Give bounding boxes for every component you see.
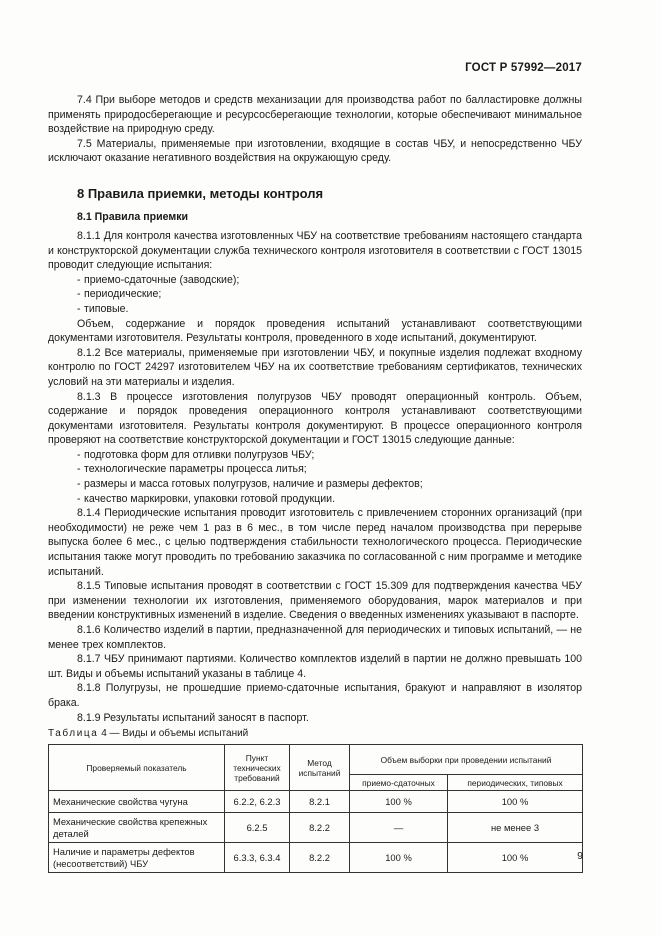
section-title: 8 Правила приемки, методы контроля — [77, 185, 324, 201]
paragraph-8-1-2: 8.1.2 Все материалы, применяемые при изготовлении ЧБУ, и покупные изделия подлежат входному контролю по ГОСТ 24297 изготовителем ЧБУ на их соответствие требованиям сертификатов, технических условий на эти материалы и изделия. — [48, 346, 582, 388]
cell-method: 8.2.2 — [290, 813, 350, 843]
list-item: - периодические; — [48, 287, 582, 302]
paragraph-8-1-5: 8.1.5 Типовые испытания проводят в соответствии с ГОСТ 15.309 для подтверждения качества ЧБУ при изменении технологии их изготовления, применяемого оборудования, марок материалов и при введении конструктивных изменений в изделие. Сведения о введенных изменениях указывают в паспорте. — [48, 580, 582, 622]
cell-acceptance: 100 % — [350, 843, 448, 873]
paragraph-7-4: 7.4 При выборе методов и средств механизации для производства работ по балластировке должны применять природосберегающие и ресурсосберегающие технологии, которые обеспечивают минимальное воздействие на природную среду. — [48, 94, 582, 136]
header-volume: Объем выборки при проведении испытаний — [350, 745, 583, 775]
paragraph-7-5: 7.5 Материалы, применяемые при изготовлении, входящие в состав ЧБУ, и непосредственно ЧБУ исключают оказание негативного воздействия на окружающую среду. — [48, 137, 582, 165]
list-item: - приемо-сдаточные (заводские); — [48, 273, 582, 288]
header-clause: Пункт технических требований — [225, 745, 290, 791]
document-id: ГОСТ Р 57992—2017 — [465, 62, 582, 74]
paragraph-8-1-8: 8.1.8 Полугрузы, не прошедшие приемо-сдаточные испытания, бракуют и направляют в изолятор брака. — [48, 682, 582, 709]
cell-acceptance: — — [350, 813, 448, 843]
list-item: - типовые. — [48, 302, 582, 317]
table-row — [49, 791, 583, 813]
cell-clause: 6.3.3, 6.3.4 — [225, 843, 290, 873]
cell-indicator: Механические свойства чугуна — [49, 791, 225, 813]
header-indicator: Проверяемый показатель — [49, 745, 225, 791]
paragraph-8-1-1: 8.1.1 Для контроля качества изготовленных ЧБУ на соответствие требованиям настоящего стандарта и конструкторской документации служба технического контроля изготовителя в соответствии с ГОСТ 13015 проводит следующие испытания: — [48, 229, 582, 272]
page-number: 9 — [577, 850, 583, 862]
paragraph-8-1-7: 8.1.7 ЧБУ принимают партиями. Количество комплектов изделий в партии не должно превышать 100 шт. Виды и объемы испытаний указаны в таблице 4. — [48, 653, 582, 680]
header-periodic: периодических, типовых — [448, 775, 583, 791]
cell-indicator: Механические свойства крепежных деталей — [49, 813, 225, 843]
cell-acceptance: 100 % — [350, 791, 448, 813]
list-item: - размеры и масса готовых полугрузов, наличие и размеры дефектов; — [48, 477, 582, 492]
paragraph-8-1-9: 8.1.9 Результаты испытаний заносят в паспорт. — [77, 711, 309, 724]
table-caption-text: 4 — Виды и объемы испытаний — [98, 728, 249, 740]
cell-clause: 6.2.2, 6.2.3 — [225, 791, 290, 813]
cell-periodic: не менее 3 — [448, 813, 583, 843]
cell-method: 8.2.2 — [290, 843, 350, 873]
paragraph-8-1-6: 8.1.6 Количество изделий в партии, предназначенной для периодических и типовых испытаний, — не менее трех комплектов. — [48, 624, 582, 651]
table-caption-word: Таблица — [48, 728, 99, 740]
cell-periodic: 100 % — [448, 791, 583, 813]
cell-periodic: 100 % — [448, 843, 583, 873]
list-item: - качество маркировки, упаковки готовой продукции. — [48, 492, 582, 507]
paragraph-8-1-4: 8.1.4 Периодические испытания проводит изготовитель с привлечением сторонних организаций (при необходимости) не реже чем 1 раз в 6 мес., в том числе перед началом производства при перерыве выпуска более 6 мес., с целью подтверждения стабильности технологического процесса. Периодические испытания также могут проводить по требованию заказчика по согласованной с ним программе и методике испытаний. — [48, 507, 582, 578]
paragraph-8-1-3: 8.1.3 В процессе изготовления полугрузов ЧБУ проводят операционный контроль. Объем, содержание и порядок проведения операционного контроля устанавливают соответствующими документами изготовителя. Результаты контроля документируют. В процессе операционного контроля проверяют на соответствие конструкторской документации и ГОСТ 13015 следующие данные: — [48, 390, 582, 447]
list-item: - технологические параметры процесса литья; — [48, 462, 582, 477]
tests-table — [48, 744, 583, 873]
cell-method: 8.2.1 — [290, 791, 350, 813]
header-method: Метод испытаний — [290, 745, 350, 791]
table-row — [49, 843, 583, 873]
cell-clause: 6.2.5 — [225, 813, 290, 843]
subsection-title: 8.1 Правила приемки — [77, 210, 189, 223]
paragraph-8-1-1-b: Объем, содержание и порядок проведения испытаний устанавливают соответствующими документами изготовителя. Результаты контроля, проведенного в ходе испытаний, документируют. — [48, 317, 582, 345]
table-row — [49, 813, 583, 843]
cell-indicator: Наличие и параметры дефектов (несоответствий) ЧБУ — [49, 843, 225, 873]
header-acceptance: приемо-сдаточных — [350, 775, 448, 791]
table-caption — [48, 728, 582, 740]
page-content — [48, 93, 582, 873]
list-item: - подготовка форм для отливки полугрузов ЧБУ; — [48, 448, 582, 463]
